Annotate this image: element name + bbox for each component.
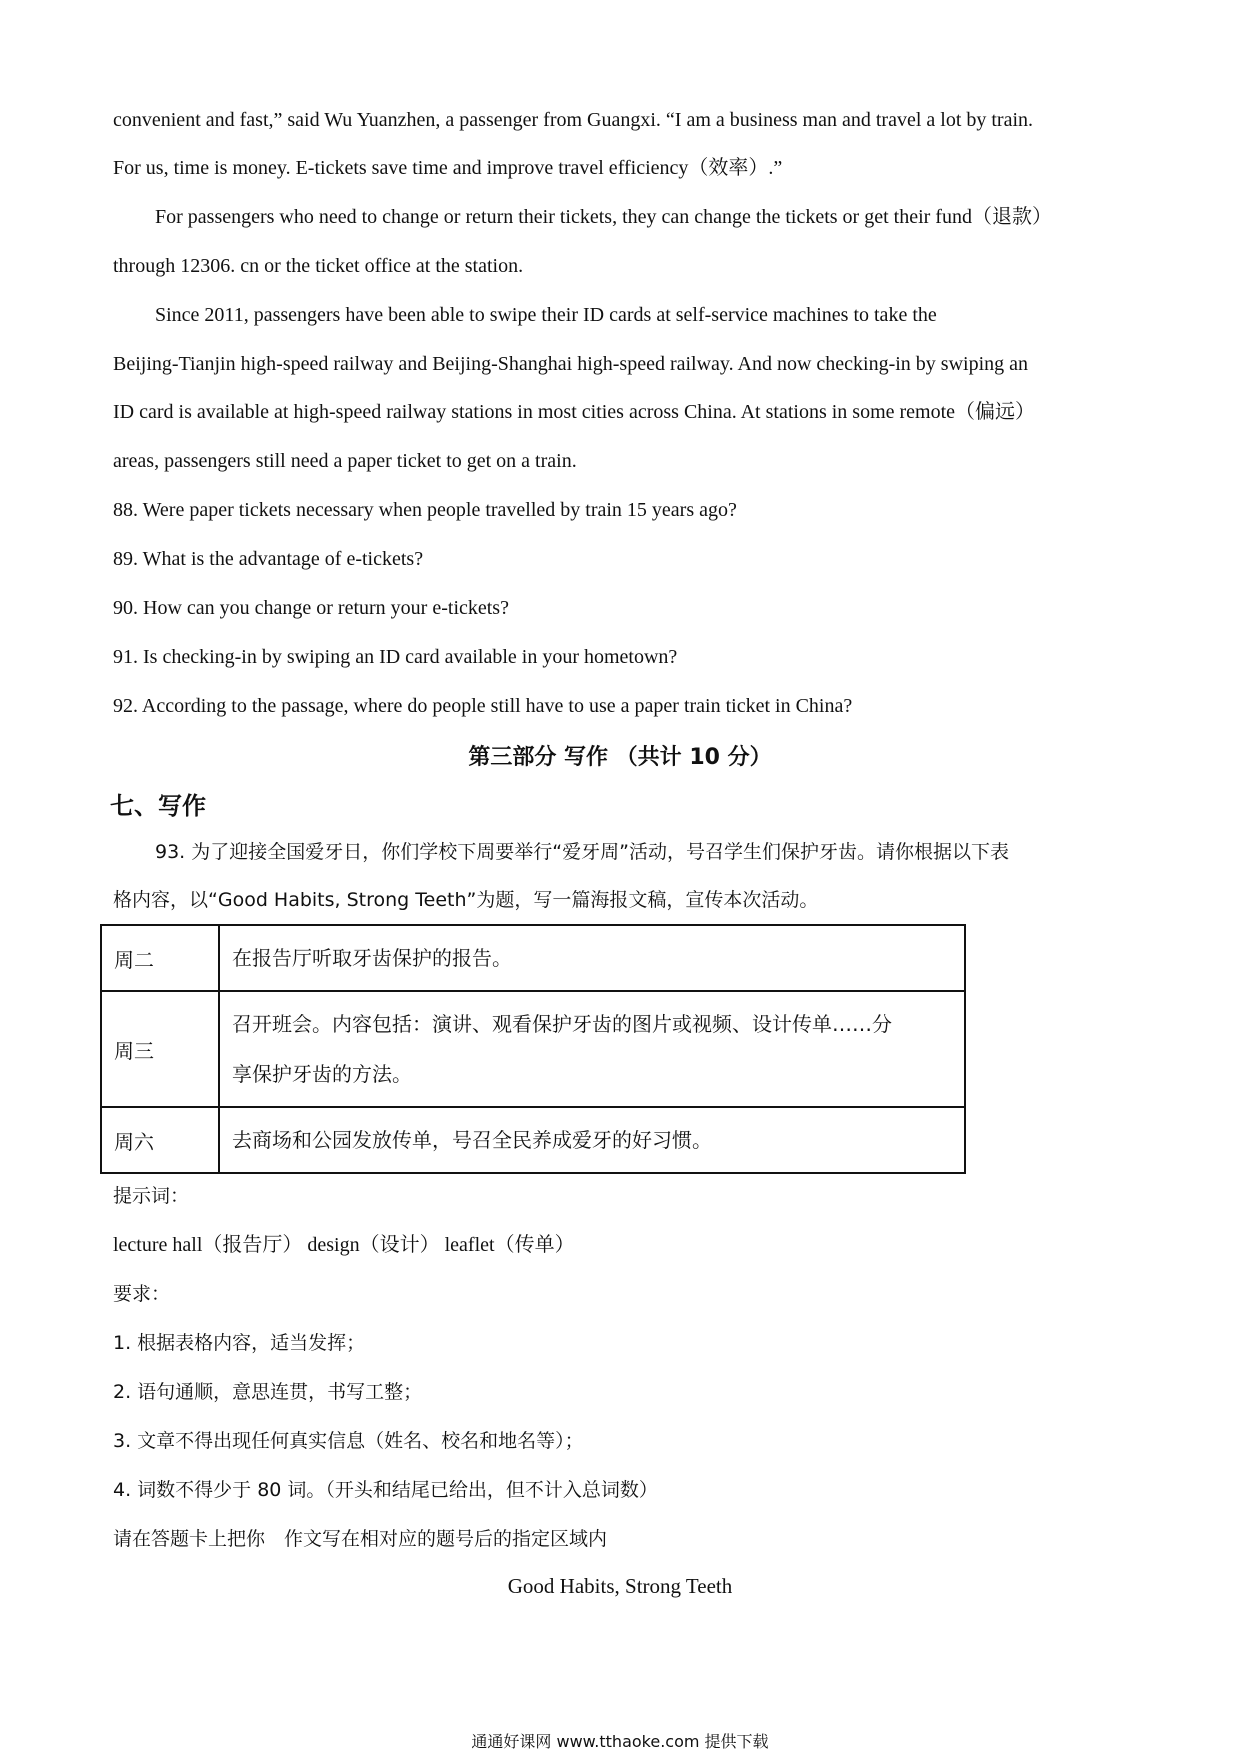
day-cell: 周二 — [101, 925, 219, 991]
table-row — [101, 1107, 965, 1173]
requirement-item: 2. 语句通顺，意思连贯，书写工整； — [113, 1381, 423, 1403]
question-89: 89. What is the advantage of e-tickets? — [113, 548, 424, 570]
hints-label: 提示词： — [113, 1185, 190, 1207]
passage-line: For passengers who need to change or return their tickets, they can change the tickets or get their fund（退款） — [155, 206, 1052, 228]
requirement-item: 1. 根据表格内容，适当发挥； — [113, 1332, 366, 1354]
activity-text: 在报告厅听取牙齿保护的报告。 — [232, 946, 512, 970]
table-row — [101, 991, 965, 1107]
activity-cell — [219, 991, 965, 1107]
question-88: 88. Were paper tickets necessary when people travelled by train 15 years ago? — [113, 499, 737, 521]
activity-cell — [219, 1107, 965, 1173]
task-line: 格内容，以“Good Habits, Strong Teeth”为题，写一篇海报文稿，宣传本次活动。 — [113, 889, 819, 911]
question-91: 91. Is checking-in by swiping an ID card available in your hometown? — [113, 646, 678, 668]
table-row — [101, 925, 965, 991]
essay-title: Good Habits, Strong Teeth — [507, 1574, 733, 1598]
footer-watermark: 通通好课网 www.tthaoke.com 提供下载 — [471, 1732, 769, 1751]
passage-line: ID card is available at high-speed railway stations in most cities across China. At stations in some remote（偏远） — [113, 401, 1036, 423]
requirement-item: 3. 文章不得出现任何真实信息（姓名、校名和地名等）； — [113, 1430, 584, 1452]
task-line: 93. 为了迎接全国爱牙日，你们学校下周要举行“爱牙周”活动，号召学生们保护牙齿。请你根据以下表 — [155, 841, 1009, 863]
activity-cell — [219, 925, 965, 991]
activity-text: 召开班会。内容包括：演讲、观看保护牙齿的图片或视频、设计传单……分 — [232, 1012, 892, 1036]
instruction-text: 请在答题卡上把你 作文写在相对应的题号后的指定区域内 — [113, 1528, 608, 1550]
day-cell: 周三 — [101, 991, 219, 1107]
passage-line: Since 2011, passengers have been able to swipe their ID cards at self-service machines to take the — [155, 304, 937, 326]
passage-line: Beijing-Tianjin high-speed railway and Beijing-Shanghai high-speed railway. And now checking-in by swiping an — [113, 353, 1029, 375]
passage-line: areas, passengers still need a paper ticket to get on a train. — [113, 450, 577, 472]
requirements-label: 要求： — [113, 1283, 171, 1305]
passage-line: convenient and fast,” said Wu Yuanzhen, a passenger from Guangxi. “I am a business man and travel a lot by train. — [113, 109, 1034, 131]
passage-line: through 12306. cn or the ticket office at the station. — [113, 255, 524, 277]
activity-text: 去商场和公园发放传单，号召全民养成爱牙的好习惯。 — [232, 1128, 712, 1152]
requirement-item: 4. 词数不得少于 80 词。（开头和结尾已给出，但不计入总词数） — [113, 1479, 658, 1501]
question-90: 90. How can you change or return your e-tickets? — [113, 597, 509, 619]
question-92: 92. According to the passage, where do people still have to use a paper train ticket in China? — [113, 695, 853, 717]
activity-table — [100, 924, 966, 1174]
passage-line: For us, time is money. E-tickets save time and improve travel efficiency（效率）.” — [113, 157, 783, 179]
hints-text: lecture hall（报告厅） design（设计） leaflet（传单） — [113, 1234, 575, 1256]
activity-text: 享保护牙齿的方法。 — [232, 1062, 412, 1086]
day-cell: 周六 — [101, 1107, 219, 1173]
part-heading: 第三部分 写作 （共计 10 分） — [468, 745, 772, 770]
section-heading: 七、写作 — [110, 792, 206, 820]
